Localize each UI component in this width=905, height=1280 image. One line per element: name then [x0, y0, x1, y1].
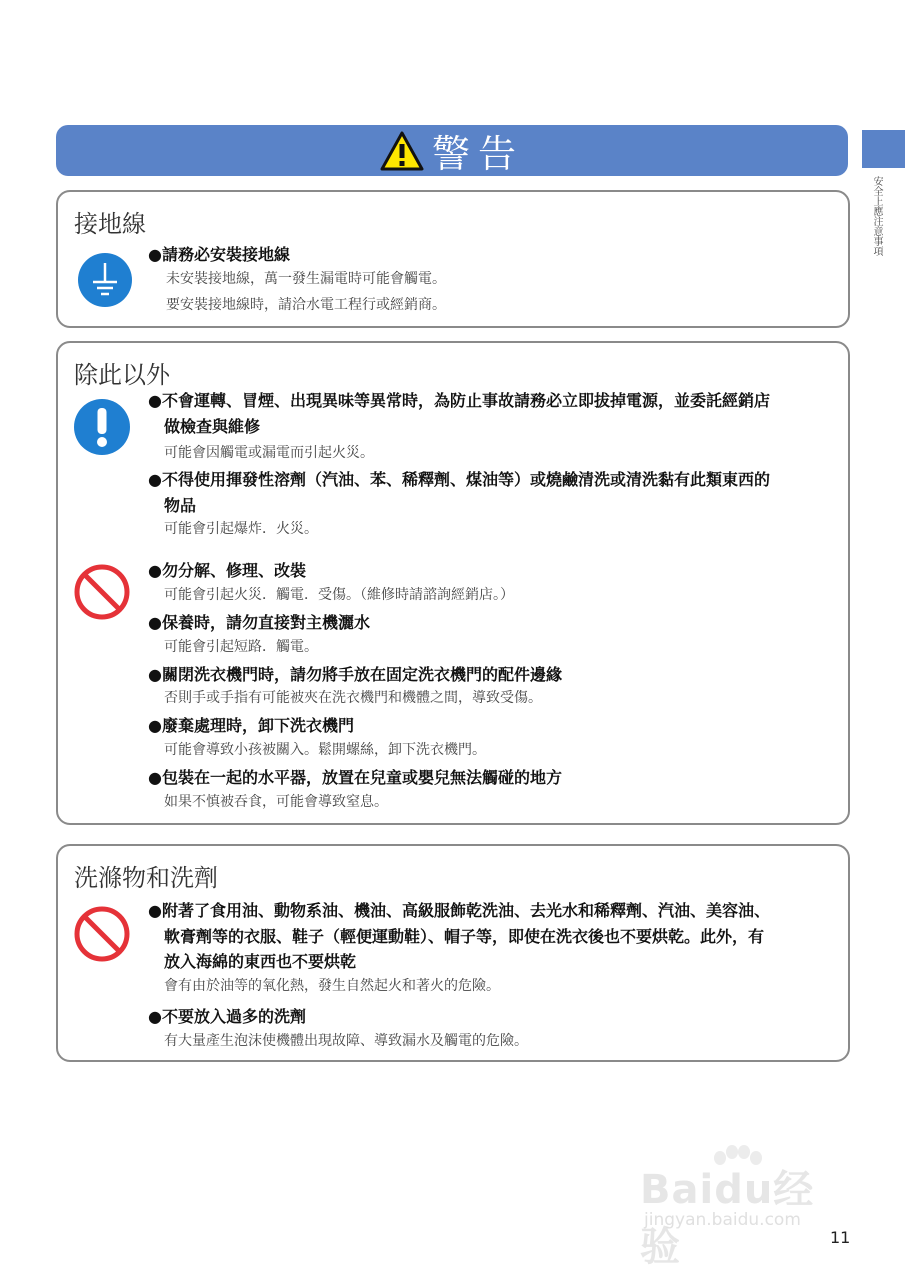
ground-icon	[77, 252, 133, 308]
item-description: 可能會引起短路．觸電。	[164, 639, 318, 655]
item-heading: 做檢查與維修	[164, 417, 261, 436]
item-heading: 軟膏劑等的衣服、鞋子（輕便運動鞋）、帽子等，即使在洗衣後也不要烘乾。此外，有	[164, 927, 765, 946]
section-title: 接地線	[74, 210, 146, 238]
section-title: 洗滌物和洗劑	[74, 864, 218, 892]
item-description: 可能會因觸電或漏電而引起火災。	[164, 445, 374, 461]
exclamation-icon	[73, 398, 131, 456]
watermark-brand: Baidu经验	[640, 1167, 815, 1270]
side-label: 安全上應注意事項	[871, 176, 882, 256]
item-heading: ●請務必安裝接地線	[148, 245, 290, 264]
warning-banner	[56, 125, 848, 176]
side-tab	[862, 130, 905, 168]
item-description: 可能會導致小孩被關入。鬆開螺絲，卸下洗衣機門。	[164, 742, 486, 758]
item-description: 可能會引起爆炸．火災。	[164, 521, 318, 537]
warning-triangle-icon	[380, 131, 424, 171]
prohibited-icon	[73, 563, 131, 621]
item-heading: 物品	[164, 496, 197, 515]
item-heading: ●附著了食用油、動物系油、機油、高級服飾乾洗油、去光水和稀釋劑、汽油、美容油、	[148, 901, 770, 920]
item-heading: ●包裝在一起的水平器，放置在兒童或嬰兒無法觸碰的地方	[148, 768, 562, 787]
page-number: 11	[830, 1228, 851, 1247]
item-heading: ●廢棄處理時，卸下洗衣機門	[148, 716, 354, 735]
item-heading: ●保養時，請勿直接對主機灑水	[148, 613, 370, 632]
item-description: 可能會引起火災．觸電．受傷。（維修時請諮詢經銷店。）	[164, 587, 514, 603]
watermark-url: jingyan.baidu.com	[644, 1210, 801, 1230]
item-description: 如果不慎被吞食，可能會導致窒息。	[164, 794, 388, 810]
item-heading: ●關閉洗衣機門時，請勿將手放在固定洗衣機門的配件邊緣	[148, 665, 562, 684]
prohibited-icon	[73, 905, 131, 963]
item-description: 否則手或手指有可能被夾在洗衣機門和機體之間，導致受傷。	[164, 690, 542, 706]
watermark	[640, 1148, 850, 1270]
item-description: 會有由於油等的氧化熱，發生自然起火和著火的危險。	[164, 978, 500, 994]
item-description: 未安裝接地線，萬一發生漏電時可能會觸電。	[166, 271, 446, 287]
item-heading: ●不會運轉、冒煙、出現異味等異常時，為防止事故請務必立即拔掉電源，並委託經銷店	[148, 391, 770, 410]
item-heading: ●不得使用揮發性溶劑（汽油、苯、稀釋劑、煤油等）或燒鹼清洗或清洗黏有此類東西的	[148, 470, 770, 489]
item-heading: 放入海綿的東西也不要烘乾	[164, 952, 357, 971]
item-description: 要安裝接地線時，請洽水電工程行或經銷商。	[166, 297, 446, 313]
banner-title: 警告	[431, 132, 524, 176]
item-heading: ●勿分解、修理、改裝	[148, 561, 306, 580]
section-laundry	[56, 844, 850, 1062]
section-title: 除此以外	[74, 361, 170, 389]
section-other	[56, 341, 850, 825]
item-description: 有大量產生泡沫使機體出現故障、導致漏水及觸電的危險。	[164, 1033, 528, 1049]
section-ground	[56, 190, 850, 328]
item-heading: ●不要放入過多的洗劑	[148, 1007, 306, 1026]
